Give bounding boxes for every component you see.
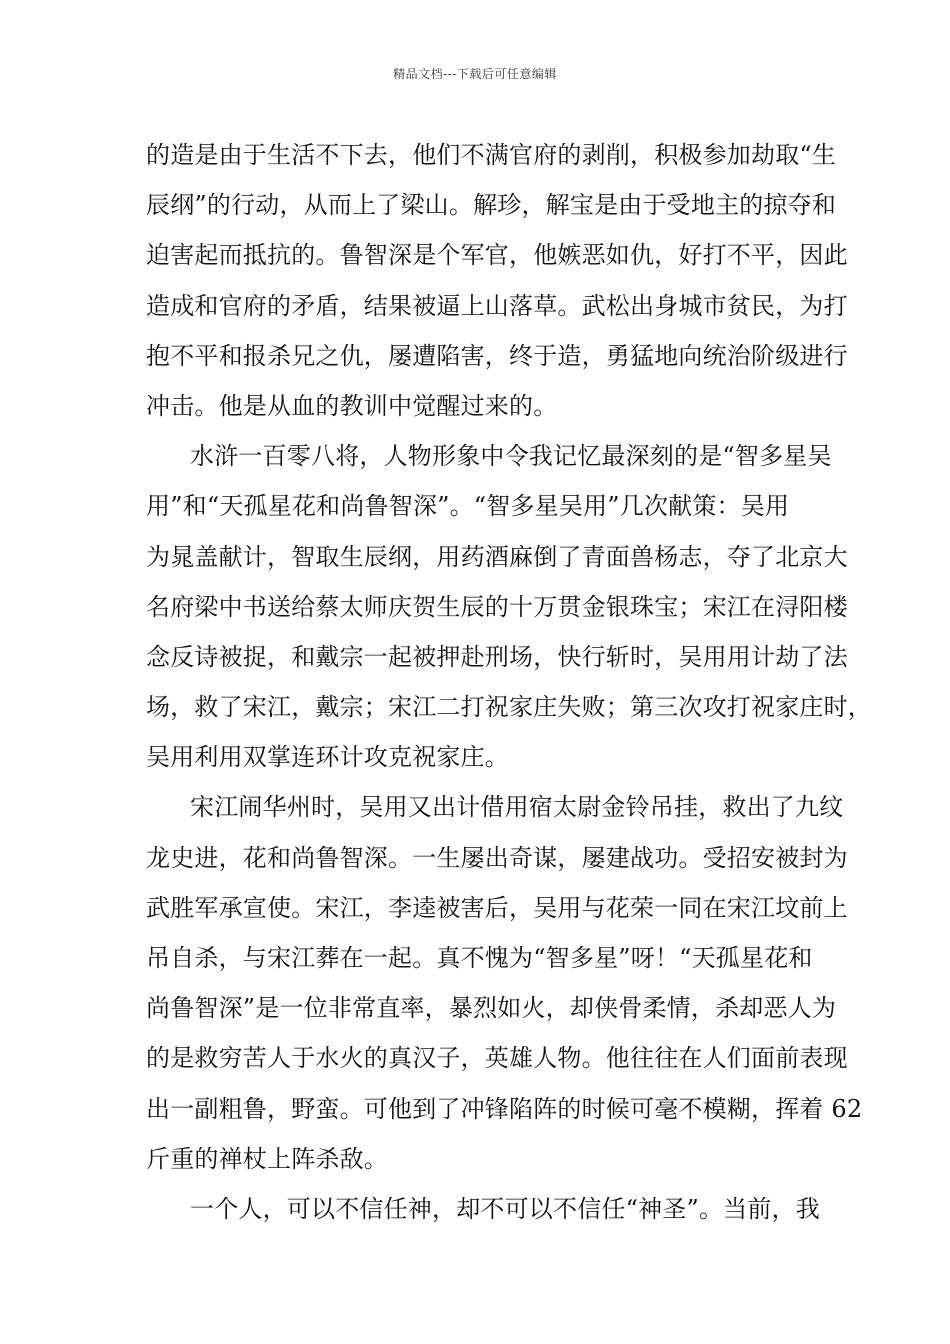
document-body [146, 130, 872, 1234]
page-header: 精品文档---下载后可任意编辑 [393, 67, 557, 81]
paragraph-first-line: 一个人，可以不信任神，却不可以不信任“神圣”。当前，我 [190, 1194, 820, 1223]
text-line: 迫害起而抵抗的。鲁智深是个军官，他嫉恶如仇，好打不平，因此 [146, 241, 848, 270]
text-line: 冲击。他是从血的教训中觉醒过来的。 [146, 391, 558, 420]
paragraph-first-line: 水浒一百零八将，人物形象中令我记忆最深刻的是“智多星吴 [190, 442, 832, 471]
text-line: 的造是由于生活不下去，他们不满官府的剥削，积极参加劫取“生 [146, 141, 837, 169]
text-line: 吊自杀，与宋江葬在一起。真不愧为“智多星”呀！“天孤星花和 [146, 944, 813, 972]
text-line: 场，救了宋江，戴宗；宋江二打祝家庄失败；第三次攻打祝家庄时， [146, 693, 872, 722]
text-line: 用”和“天孤星花和尚鲁智深”。“智多星吴用”几次献策：吴用 [146, 492, 790, 521]
text-line: 斤重的禅杖上阵杀敌。 [146, 1144, 388, 1173]
text-line: 辰纲”的行动，从而上了梁山。解珍，解宝是由于受地主的掠夺和 [146, 191, 837, 220]
text-line: 吴用利用双掌连环计攻克祝家庄。 [146, 743, 509, 772]
text-line: 尚鲁智深”是一位非常直率，暴烈如火，却侠骨柔情，杀却恶人为 [146, 994, 837, 1023]
text-line: 念反诗被捉，和戴宗一起被押赴刑场，快行斩时，吴用用计劫了法 [146, 642, 848, 671]
text-line: 名府梁中书送给蔡太师庆贺生辰的十万贯金银珠宝；宋江在浔阳楼 [146, 592, 848, 621]
text-line: 武胜军承宣使。宋江，李逵被害后，吴用与花荣一同在宋江坟前上 [146, 893, 848, 922]
text-line: 的是救穷苦人于水火的真汉子，英雄人物。他往往在人们面前表现 [146, 1044, 848, 1073]
paragraph-first-line: 宋江闹华州时，吴用又出计借用宿太尉金铃吊挂，救出了九纹 [190, 793, 844, 822]
text-line: 抱不平和报杀兄之仇，屡遭陷害，终于造，勇猛地向统治阶级进行 [146, 341, 848, 370]
text-line: 龙史进，花和尚鲁智深。一生屡出奇谋，屡建战功。受招安被封为 [146, 843, 848, 872]
text-line: 造成和官府的矛盾，结果被逼上山落草。武松出身城市贫民，为打 [146, 291, 848, 320]
text-line: 出一副粗鲁，野蛮。可他到了冲锋陷阵的时候可毫不模糊，挥着 62 [146, 1094, 863, 1123]
text-line: 为晁盖献计，智取生辰纲，用药酒麻倒了青面兽杨志，夺了北京大 [146, 542, 848, 571]
